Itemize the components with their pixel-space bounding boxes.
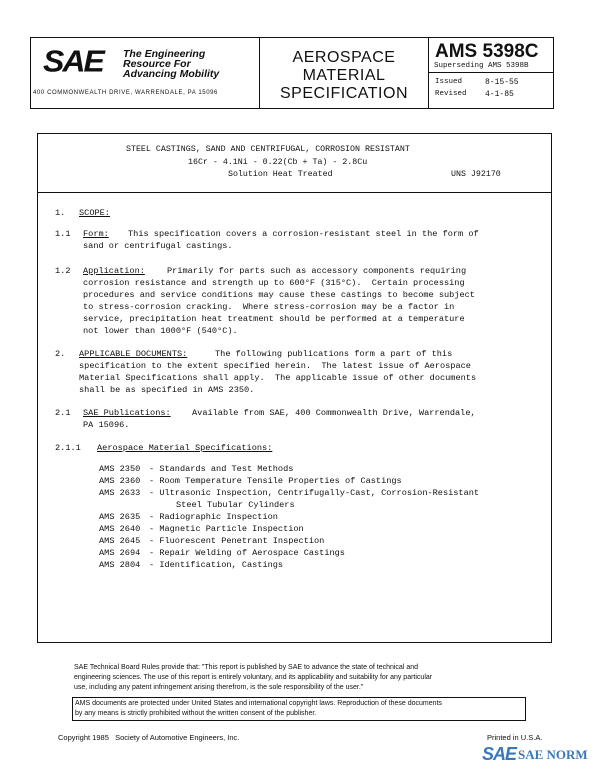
section-1-2-number: 1.2 xyxy=(55,266,71,276)
sae-logo: SAE xyxy=(43,43,103,79)
ams-ref-code: AMS 2640 xyxy=(99,524,141,534)
protection-text xyxy=(73,698,525,720)
sae-address: 400 COMMONWEALTH DRIVE, WARRENDALE, PA 15096 xyxy=(33,90,218,96)
ams-ref-code: AMS 2633 xyxy=(99,488,141,498)
section-2-1-1-number: 2.1.1 xyxy=(55,443,81,453)
spec-title-line-3: SPECIFICATION xyxy=(280,85,408,102)
document-header xyxy=(30,37,554,109)
watermark-text: SAE NORM xyxy=(518,747,588,762)
ams-ref-desc: Steel Tubular Cylinders xyxy=(176,500,295,510)
uns-number: UNS J92170 xyxy=(451,170,501,179)
revised-date: 4-1-85 xyxy=(485,90,514,99)
ams-ref-code: AMS 2804 xyxy=(99,560,141,570)
section-1-1-number: 1.1 xyxy=(55,229,71,239)
section-2-text: Material Specifications shall apply. The applicable issue of other documents xyxy=(79,373,477,383)
section-2-1-label: SAE Publications: xyxy=(83,408,171,418)
board-rules-line: engineering sciences. The use of this report is entirely voluntary, and its applicability and suitability for any particular xyxy=(74,674,433,681)
panel-divider xyxy=(429,72,553,73)
ams-ref-desc: - Fluorescent Penetrant Inspection xyxy=(149,536,325,546)
tagline-line-1: The Engineering xyxy=(123,48,206,60)
revised-label: Revised xyxy=(435,90,467,98)
ams-ref-code: AMS 2360 xyxy=(99,476,141,486)
section-2-1-1-label: Aerospace Material Specifications: xyxy=(97,443,273,453)
protection-line: AMS documents are protected under United States and international copyright laws. Reproduction of these documents xyxy=(75,700,442,707)
issued-date: 8-15-55 xyxy=(485,78,519,87)
specification-body xyxy=(37,133,552,643)
section-2-number: 2. xyxy=(55,349,66,359)
protection-line: by any means is strictly prohibited without the written consent of the publisher. xyxy=(75,710,317,717)
board-rules-notice xyxy=(74,663,432,693)
section-1-2-text: not lower than 1000°F (540°C). xyxy=(83,326,238,336)
sae-branding xyxy=(31,38,260,108)
ams-ref-desc: - Standards and Test Methods xyxy=(149,464,294,474)
ams-ref-desc: - Room Temperature Tensile Properties of Castings xyxy=(149,476,402,486)
board-rules-line: SAE Technical Board Rules provide that: "This report is published by SAE to advance the state of technical and xyxy=(74,664,418,671)
ams-ref-code: AMS 2645 xyxy=(99,536,141,546)
section-1-1-text: sand or centrifugal castings. xyxy=(83,241,233,251)
issued-label: Issued xyxy=(435,78,463,86)
ams-ref-desc: - Repair Welding of Aerospace Castings xyxy=(149,548,345,558)
tagline-line-3: Advancing Mobility xyxy=(123,68,220,80)
ams-ref-desc: - Ultrasonic Inspection, Centrifugally-Cast, Corrosion-Resistant xyxy=(149,488,480,498)
tagline-line-2: Resource For xyxy=(123,58,191,70)
section-2-1-text: Available from SAE, 400 Commonwealth Drive, Warrendale, xyxy=(192,408,476,418)
section-2-1-text: PA 15096. xyxy=(83,420,130,430)
section-1-2-label: Application: xyxy=(83,266,145,276)
section-1-2-text: Primarily for parts such as accessory components requiring xyxy=(167,266,467,276)
watermark-logo: SAE xyxy=(482,744,517,764)
section-1-2-text: procedures and service conditions may cause these castings to become subject xyxy=(83,290,475,300)
material-title: STEEL CASTINGS, SAND AND CENTRIFUGAL, CORROSION RESISTANT xyxy=(126,145,410,154)
section-1-number: 1. xyxy=(55,208,66,218)
title-divider xyxy=(38,192,551,193)
superseding-note: Superseding AMS 5398B xyxy=(434,62,529,70)
section-1-2-text: to stress-corrosion cracking. Where stress-corrosion may be a factor in xyxy=(83,302,455,312)
section-1-1-label: Form: xyxy=(83,229,109,239)
section-2-1-number: 2.1 xyxy=(55,408,71,418)
copyright-protection-notice xyxy=(72,697,526,721)
ams-ref-desc: - Magnetic Particle Inspection xyxy=(149,524,304,534)
section-1-1-text: This specification covers a corrosion-resistant steel in the form of xyxy=(128,229,479,239)
ams-ref-desc: - Identification, Castings xyxy=(149,560,284,570)
spec-type-panel xyxy=(260,38,429,108)
material-composition: 16Cr - 4.1Ni - 0.22(Cb + Ta) - 2.8Cu xyxy=(188,158,368,167)
section-2-label: APPLICABLE DOCUMENTS: xyxy=(79,349,188,359)
ams-number: AMS 5398C xyxy=(435,41,539,62)
ams-ref-desc: - Radiographic Inspection xyxy=(149,512,278,522)
board-rules-line: use, including any patent infringement arising therefrom, is the sole responsibility of the user." xyxy=(74,684,364,691)
section-2-text: The following publications form a part of this xyxy=(215,349,453,359)
section-2-text: specification to the extent specified herein. The latest issue of Aerospace xyxy=(79,361,471,371)
printed-in: Printed in U.S.A. xyxy=(487,733,543,742)
spec-title-line-2: MATERIAL xyxy=(302,67,386,84)
copyright-line: Copyright 1985 Society of Automotive Engineers, Inc. xyxy=(58,733,240,742)
section-1-title: SCOPE: xyxy=(79,208,110,218)
section-1-2-text: service, precipitation heat treatment should be performed at a temperature xyxy=(83,314,465,324)
sae-norm-watermark xyxy=(482,744,598,770)
ams-ref-code: AMS 2694 xyxy=(99,548,141,558)
spec-title-line-1: AEROSPACE xyxy=(292,49,396,66)
ams-ref-code: AMS 2350 xyxy=(99,464,141,474)
section-1-2-text: corrosion resistance and strength up to 600°F (315°C). Certain processing xyxy=(83,278,465,288)
ams-ref-code: AMS 2635 xyxy=(99,512,141,522)
material-condition: Solution Heat Treated xyxy=(228,170,333,179)
ams-id-panel xyxy=(429,38,553,108)
section-2-text: shall be as specified in AMS 2350. xyxy=(79,385,255,395)
